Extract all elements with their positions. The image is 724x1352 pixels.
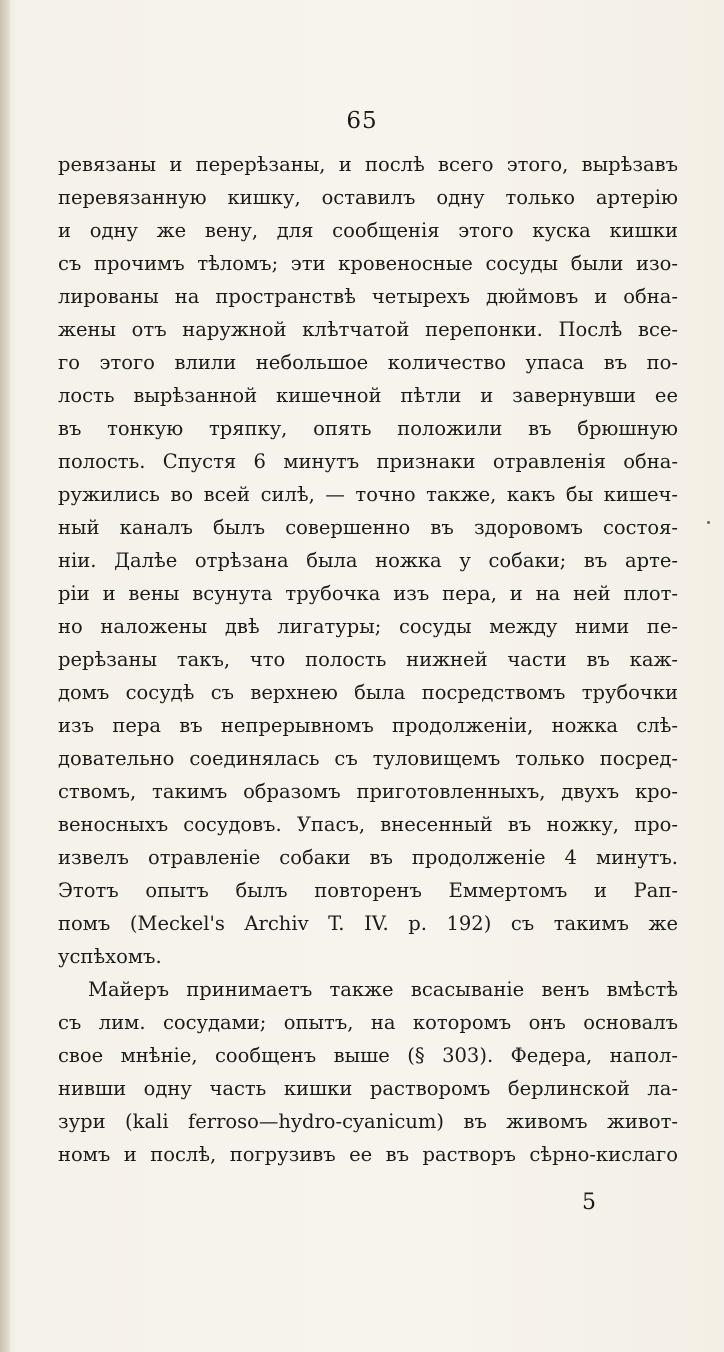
page-number: 65 bbox=[346, 108, 378, 134]
text-line: свое мнѣніе, сообщенъ выше (§ 303). Федера, напол- bbox=[58, 1044, 678, 1067]
text-line: рерѣзаны такъ, что полость нижней части въ каж- bbox=[58, 648, 678, 671]
text-line: въ тонкую тряпку, опять положили въ брюшную bbox=[58, 417, 678, 440]
text-line: ревязаны и перерѣзаны, и послѣ всего этого, вырѣзавъ bbox=[58, 153, 678, 176]
text-line: го этого влили небольшое количество упаса въ по- bbox=[58, 351, 678, 374]
text-line: съ прочимъ тѣломъ; эти кровеносные сосуды были изо- bbox=[58, 252, 678, 275]
text-line: ружились во всей силѣ, — точно также, какъ бы кишеч- bbox=[58, 483, 678, 506]
text-line: жены отъ наружной клѣтчатой перепонки. Послѣ все- bbox=[58, 318, 678, 341]
text-line: и одну же вену, для сообщенія этого куска кишки bbox=[58, 219, 678, 242]
text-line: ствомъ, такимъ образомъ приготовленныхъ, двухъ кро- bbox=[58, 780, 678, 803]
signature-mark: 5 bbox=[582, 1190, 596, 1215]
text-line: лость вырѣзанной кишечной пѣтли и завернувши ее bbox=[58, 384, 678, 407]
text-line: довательно соединялась съ туловищемъ только посред- bbox=[58, 747, 678, 770]
text-line: перевязанную кишку, оставилъ одну только артерію bbox=[58, 186, 678, 209]
text-line: но наложены двѣ лигатуры; сосуды между ними пе- bbox=[58, 615, 678, 638]
text-line: Майеръ принимаетъ также всасываніе венъ вмѣстѣ bbox=[88, 978, 678, 1001]
text-line: успѣхомъ. bbox=[58, 945, 162, 968]
text-line: ріи и вены всунута трубочка изъ пера, и на ней плот- bbox=[58, 582, 678, 605]
text-line: зури (kali ferroso—hydro-cyanicum) въ живомъ живот- bbox=[58, 1110, 678, 1133]
text-line: извелъ отравленіе собаки въ продолженіе 4 минутъ. bbox=[58, 846, 678, 869]
text-line: номъ и послѣ, погрузивъ ее въ растворъ сѣрно-кислаго bbox=[58, 1143, 678, 1166]
ink-speck bbox=[707, 521, 710, 524]
body-text bbox=[58, 148, 678, 1171]
text-line: помъ (Meckel's Archiv T. IV. p. 192) съ такимъ же bbox=[58, 912, 678, 935]
text-line: веносныхъ сосудовъ. Упасъ, внесенный въ ножку, про- bbox=[58, 813, 678, 836]
text-line: Этотъ опытъ былъ повторенъ Еммертомъ и Рап- bbox=[58, 879, 678, 902]
text-line: полость. Спустя 6 минутъ признаки отравленія обна- bbox=[58, 450, 678, 473]
text-line: нивши одну часть кишки растворомъ берлинской ла- bbox=[58, 1077, 678, 1100]
text-line: съ лим. сосудами; опытъ, на которомъ онъ основалъ bbox=[58, 1011, 678, 1034]
text-line: ный каналъ былъ совершенно въ здоровомъ состоя- bbox=[58, 516, 678, 539]
text-line: ніи. Далѣе отрѣзана была ножка у собаки; въ арте- bbox=[58, 549, 678, 572]
text-line: лированы на пространствѣ четырехъ дюймовъ и обна- bbox=[58, 285, 678, 308]
text-line: изъ пера въ непрерывномъ продолженіи, ножка слѣ- bbox=[58, 714, 678, 737]
page-binding-edge bbox=[0, 0, 10, 1352]
text-line: домъ сосудѣ съ верхнею была посредствомъ трубочки bbox=[58, 681, 678, 704]
